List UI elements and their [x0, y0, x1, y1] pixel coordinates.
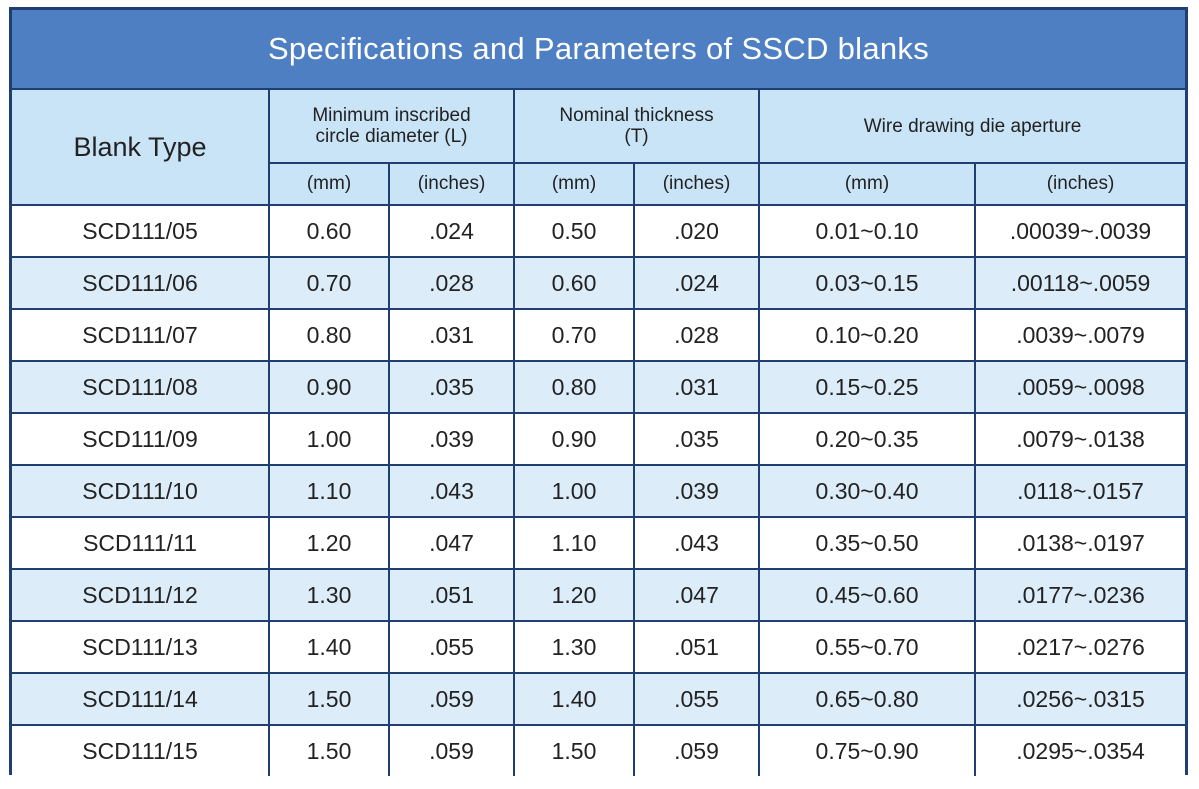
table-body [12, 205, 1185, 776]
unit-thickness-inches: (inches) [634, 163, 759, 205]
cell-circle-mm: 1.40 [269, 621, 389, 673]
cell-aperture-inches: .0256~.0315 [975, 673, 1185, 725]
cell-aperture-inches: .0118~.0157 [975, 465, 1185, 517]
cell-thickness-inches: .024 [634, 257, 759, 309]
table-row [12, 205, 1185, 257]
cell-circle-inches: .043 [389, 465, 514, 517]
cell-blank-type: SCD111/14 [12, 673, 269, 725]
header-nominal-thickness [514, 90, 759, 163]
cell-aperture-mm: 0.10~0.20 [759, 309, 975, 361]
cell-aperture-inches: .0079~.0138 [975, 413, 1185, 465]
cell-thickness-inches: .055 [634, 673, 759, 725]
unit-circle-mm: (mm) [269, 163, 389, 205]
cell-thickness-inches: .028 [634, 309, 759, 361]
table-header [12, 90, 1185, 205]
cell-circle-mm: 1.10 [269, 465, 389, 517]
cell-aperture-inches: .00118~.0059 [975, 257, 1185, 309]
cell-aperture-mm: 0.45~0.60 [759, 569, 975, 621]
cell-circle-inches: .039 [389, 413, 514, 465]
cell-thickness-inches: .031 [634, 361, 759, 413]
table-row [12, 465, 1185, 517]
unit-circle-inches: (inches) [389, 163, 514, 205]
cell-aperture-mm: 0.35~0.50 [759, 517, 975, 569]
cell-blank-type: SCD111/15 [12, 725, 269, 776]
cell-circle-inches: .047 [389, 517, 514, 569]
cell-thickness-inches: .043 [634, 517, 759, 569]
spec-table-frame [9, 7, 1188, 775]
cell-thickness-mm: 1.50 [514, 725, 634, 776]
table-row [12, 361, 1185, 413]
cell-circle-mm: 0.90 [269, 361, 389, 413]
table-row [12, 517, 1185, 569]
cell-thickness-inches: .059 [634, 725, 759, 776]
cell-aperture-inches: .0138~.0197 [975, 517, 1185, 569]
cell-circle-inches: .059 [389, 725, 514, 776]
cell-thickness-mm: 1.00 [514, 465, 634, 517]
header-thickness-line1: Nominal thickness [559, 105, 714, 126]
cell-circle-mm: 1.50 [269, 673, 389, 725]
cell-circle-mm: 1.20 [269, 517, 389, 569]
cell-thickness-mm: 1.30 [514, 621, 634, 673]
cell-aperture-mm: 0.30~0.40 [759, 465, 975, 517]
cell-circle-inches: .028 [389, 257, 514, 309]
cell-circle-inches: .051 [389, 569, 514, 621]
cell-thickness-mm: 1.20 [514, 569, 634, 621]
cell-circle-mm: 0.70 [269, 257, 389, 309]
cell-blank-type: SCD111/12 [12, 569, 269, 621]
cell-blank-type: SCD111/09 [12, 413, 269, 465]
table-row [12, 569, 1185, 621]
cell-aperture-mm: 0.75~0.90 [759, 725, 975, 776]
cell-aperture-inches: .00039~.0039 [975, 205, 1185, 257]
cell-aperture-mm: 0.20~0.35 [759, 413, 975, 465]
cell-thickness-mm: 0.90 [514, 413, 634, 465]
cell-circle-inches: .024 [389, 205, 514, 257]
cell-circle-mm: 1.00 [269, 413, 389, 465]
cell-aperture-mm: 0.15~0.25 [759, 361, 975, 413]
header-min-circle-line2: circle diameter (L) [315, 126, 468, 147]
cell-aperture-inches: .0059~.0098 [975, 361, 1185, 413]
cell-thickness-mm: 0.70 [514, 309, 634, 361]
table-row [12, 413, 1185, 465]
cell-aperture-mm: 0.65~0.80 [759, 673, 975, 725]
cell-blank-type: SCD111/07 [12, 309, 269, 361]
cell-aperture-mm: 0.01~0.10 [759, 205, 975, 257]
header-blank-type: Blank Type [12, 90, 269, 205]
header-min-circle-line1: Minimum inscribed [312, 105, 471, 126]
unit-aperture-inches: (inches) [975, 163, 1185, 205]
unit-aperture-mm: (mm) [759, 163, 975, 205]
cell-circle-inches: .031 [389, 309, 514, 361]
cell-aperture-inches: .0039~.0079 [975, 309, 1185, 361]
cell-aperture-mm: 0.03~0.15 [759, 257, 975, 309]
cell-thickness-mm: 0.50 [514, 205, 634, 257]
cell-thickness-mm: 1.40 [514, 673, 634, 725]
cell-thickness-mm: 0.60 [514, 257, 634, 309]
cell-thickness-inches: .039 [634, 465, 759, 517]
table-row [12, 673, 1185, 725]
cell-circle-mm: 0.80 [269, 309, 389, 361]
cell-blank-type: SCD111/13 [12, 621, 269, 673]
cell-thickness-inches: .020 [634, 205, 759, 257]
unit-thickness-mm: (mm) [514, 163, 634, 205]
cell-thickness-mm: 1.10 [514, 517, 634, 569]
cell-circle-inches: .035 [389, 361, 514, 413]
cell-blank-type: SCD111/05 [12, 205, 269, 257]
cell-thickness-inches: .047 [634, 569, 759, 621]
header-die-aperture: Wire drawing die aperture [759, 90, 1185, 163]
cell-thickness-inches: .035 [634, 413, 759, 465]
table-row [12, 621, 1185, 673]
cell-circle-inches: .059 [389, 673, 514, 725]
table-row [12, 257, 1185, 309]
table-row [12, 725, 1185, 776]
cell-blank-type: SCD111/06 [12, 257, 269, 309]
cell-thickness-mm: 0.80 [514, 361, 634, 413]
cell-circle-mm: 1.50 [269, 725, 389, 776]
cell-circle-inches: .055 [389, 621, 514, 673]
cell-circle-mm: 0.60 [269, 205, 389, 257]
cell-circle-mm: 1.30 [269, 569, 389, 621]
cell-aperture-mm: 0.55~0.70 [759, 621, 975, 673]
header-min-circle-diameter [269, 90, 514, 163]
cell-aperture-inches: .0295~.0354 [975, 725, 1185, 776]
table-row [12, 309, 1185, 361]
table-title: Specifications and Parameters of SSCD blanks [12, 10, 1185, 90]
cell-thickness-inches: .051 [634, 621, 759, 673]
header-thickness-line2: (T) [624, 126, 649, 147]
cell-aperture-inches: .0217~.0276 [975, 621, 1185, 673]
cell-blank-type: SCD111/11 [12, 517, 269, 569]
cell-aperture-inches: .0177~.0236 [975, 569, 1185, 621]
cell-blank-type: SCD111/08 [12, 361, 269, 413]
spec-table [12, 90, 1185, 776]
cell-blank-type: SCD111/10 [12, 465, 269, 517]
